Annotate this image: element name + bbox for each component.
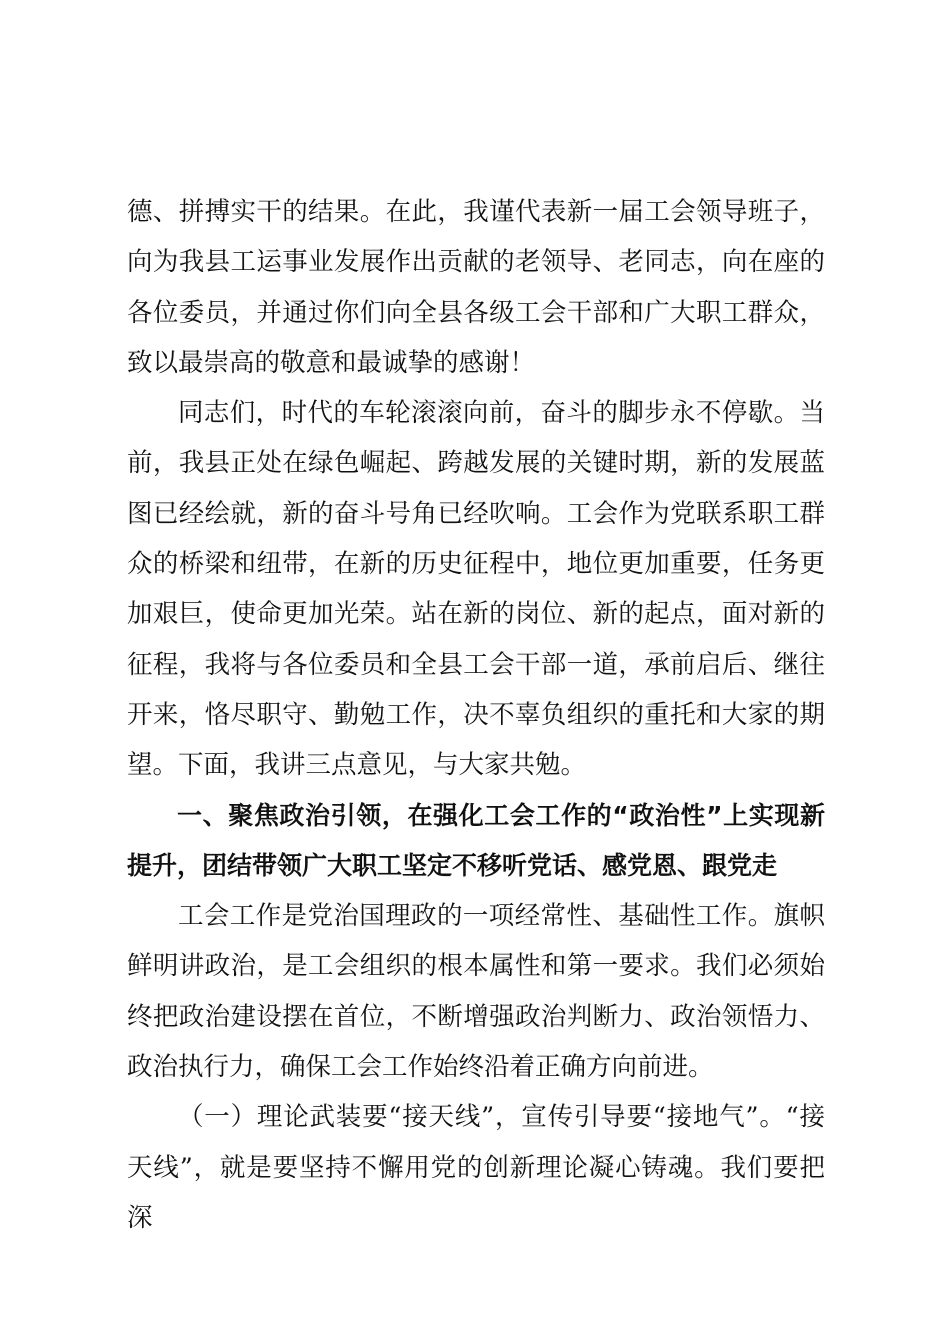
paragraph-union-work: 工会工作是党治国理政的一项经常性、基础性工作。旗帜鲜明讲政治，是工会组织的根本属性和第一要求。我们必须始终把政治建设摆在首位，不断增强政治判断力、政治领悟力、政治执行力，确保工会工作始终沿着正确方向前进。 xyxy=(127,901,825,1083)
document-body xyxy=(127,187,825,1243)
section-heading-1: 一、聚焦政治引领，在强化工会工作的“政治性”上实现新提升，团结带领广大职工坚定不移听党话、感党恩、跟党走 xyxy=(127,800,825,880)
paragraph-subsection-1: （一）理论武装要“接天线”，宣传引导要“接地气”。“接天线”，就是要坚持不懈用党的创新理论凝心铸魂。我们要把深 xyxy=(127,1102,825,1233)
paragraph-continuation: 德、拼搏实干的结果。在此，我谨代表新一届工会领导班子，向为我县工运事业发展作出贡献的老领导、老同志，向在座的各位委员，并通过你们向全县各级工会干部和广大职工群众，致以最崇高的敬意和最诚挚的感谢！ xyxy=(127,197,825,378)
paragraph-comrades: 同志们，时代的车轮滚滚向前，奋斗的脚步永不停歇。当前，我县正处在绿色崛起、跨越发展的关键时期，新的发展蓝图已经绘就，新的奋斗号角已经吹响。工会作为党联系职工群众的桥梁和纽带，在新的历史征程中，地位更加重要，任务更加艰巨，使命更加光荣。站在新的岗位、新的起点，面对新的征程，我将与各位委员和全县工会干部一道，承前启后、继往开来，恪尽职守、勤勉工作，决不辜负组织的重托和大家的期望。下面，我讲三点意见，与大家共勉。 xyxy=(127,398,825,781)
